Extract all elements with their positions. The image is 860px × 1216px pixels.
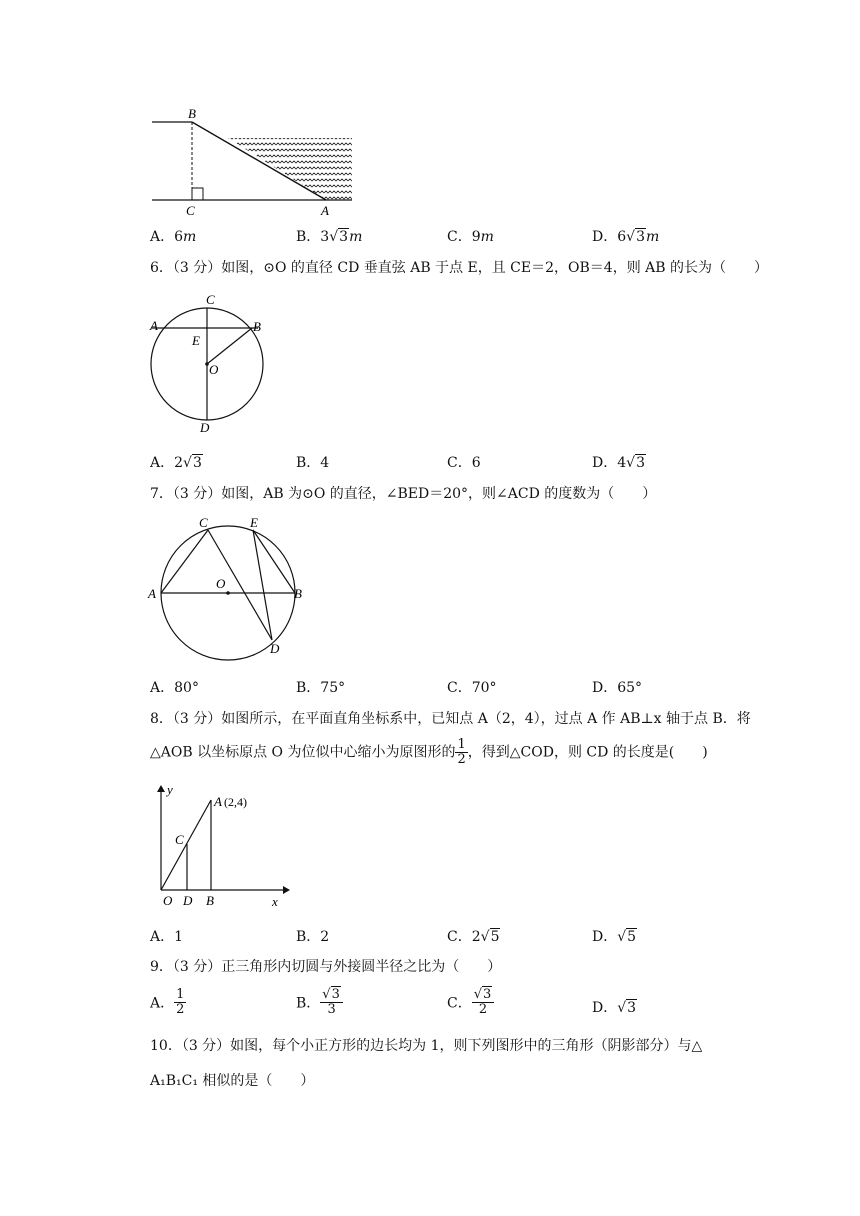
label-A: A <box>150 318 158 333</box>
q5-figure <box>140 100 370 220</box>
water-region <box>228 138 352 200</box>
label-A: A <box>214 794 222 809</box>
label-B: B <box>253 319 261 334</box>
q9-option-c[interactable]: C． $\frac{√3}{2}$ <box>447 988 494 1017</box>
fraction-one-half: $\frac{1}{2}$ <box>457 737 466 767</box>
label-O: O <box>209 362 219 377</box>
q6-figure <box>140 288 280 438</box>
q6-option-b[interactable]: B．4 <box>296 455 330 471</box>
q5-option-b[interactable]: B．3√3m <box>296 229 363 245</box>
q7-stem: 7．（3 分）如图，AB 为⊙O 的直径，∠BED＝20°，则∠ACD 的度数为（ ） <box>150 486 657 502</box>
q8-option-b[interactable]: B．2 <box>296 929 330 945</box>
label-E: E <box>250 515 258 530</box>
label-y: y <box>167 782 173 797</box>
q7-option-b[interactable]: B．75° <box>296 680 346 696</box>
label-D: D <box>270 641 280 656</box>
label-x: x <box>272 894 278 909</box>
q6-option-a[interactable]: A．2√3 <box>150 455 202 471</box>
right-angle-mark <box>192 188 203 200</box>
q8-stem-line1: 8．（3 分）如图所示，在平面直角坐标系中，已知点 A（2，4），过点 A 作 AB⊥x 轴于点 B．将 <box>150 711 751 727</box>
q9-option-d[interactable]: D．√3 <box>592 1000 637 1016</box>
q10-stem-line2: A₁B₁C₁ 相似的是（ ） <box>150 1073 315 1089</box>
label-C: C <box>199 515 208 530</box>
label-C: C <box>186 203 195 218</box>
segment-oa <box>161 800 211 890</box>
label-A: A <box>321 203 329 218</box>
q7-option-a[interactable]: A．80° <box>150 680 199 696</box>
q8-option-d[interactable]: D．√5 <box>592 929 637 945</box>
q6-option-c[interactable]: C．6 <box>447 455 481 471</box>
label-A-coord: (2,4) <box>224 795 247 809</box>
label-E: E <box>192 333 200 348</box>
q8-option-a[interactable]: A．1 <box>150 929 184 945</box>
q7-figure <box>140 512 320 662</box>
q5-option-d[interactable]: D．6√3m <box>592 229 660 245</box>
q5-option-a[interactable]: A．6m <box>150 229 197 245</box>
q9-stem: 9．（3 分）正三角形内切圆与外接圆半径之比为（ ） <box>150 959 502 975</box>
label-C: C <box>206 292 215 307</box>
q8-figure <box>140 780 300 912</box>
q7-option-c[interactable]: C．70° <box>447 680 497 696</box>
segment-ob <box>207 328 252 364</box>
q9-option-a[interactable]: A． $\frac{1}{2}$ <box>150 987 185 1017</box>
q8-stem-line2: △AOB 以坐标原点 O 为位似中心缩小为原图形的 $\frac{1}{2}$ ，得到△COD，则 CD 的长度是( ) <box>150 737 708 767</box>
label-C: C <box>175 832 184 847</box>
label-O: O <box>163 893 173 908</box>
q9-option-b[interactable]: B． $\frac{√3}{3}$ <box>296 988 343 1017</box>
label-B: B <box>294 586 302 601</box>
q6-stem: 6．（3 分）如图，⊙O 的直径 CD 垂直弦 AB 于点 E，且 CE＝2，OB＝4，则 AB 的长为（ ） <box>150 260 768 276</box>
label-B: B <box>188 106 196 121</box>
label-D: D <box>200 420 210 435</box>
label-D: D <box>183 893 193 908</box>
label-A: A <box>148 586 156 601</box>
q5-option-c[interactable]: C．9m <box>447 229 494 245</box>
q8-option-c[interactable]: C．2√5 <box>447 929 500 945</box>
label-B: B <box>206 893 214 908</box>
q7-option-d[interactable]: D．65° <box>592 680 643 696</box>
label-O: O <box>216 576 226 591</box>
q10-stem-line1: 10．（3 分）如图，每个小正方形的边长均为 1，则下列图形中的三角形（阴影部分）与△ <box>150 1038 703 1054</box>
q6-option-d[interactable]: D．4√3 <box>592 455 645 471</box>
